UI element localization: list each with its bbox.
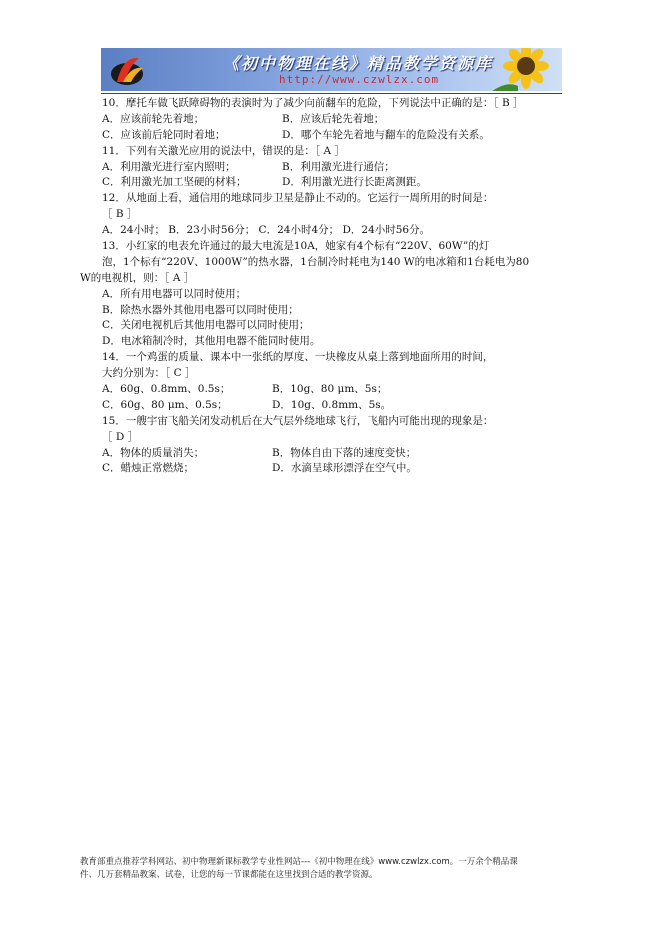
header-banner (101, 48, 562, 91)
q10-options-row1 (80, 112, 580, 128)
q14-options-row2 (80, 398, 580, 414)
q13-option-c: C．关闭电视机后其他用电器可以同时使用； (102, 319, 310, 332)
q10-option-c: C．应该前后轮同时着地； (102, 128, 226, 141)
q15-options-row1 (80, 446, 580, 462)
q11-option-a: A．利用激光进行室内照明； (102, 160, 236, 173)
q14-option-d: D．10g、0.8mm、5s。 (272, 398, 392, 411)
q11-options-row2 (80, 175, 580, 191)
q14-line2: 大约分别为：［ C ］ (102, 367, 196, 380)
q12-stem: 12．从地面上看，通信用的地球同步卫星是静止不动的。它运行一周所用的时间是： (102, 192, 494, 205)
q13-option-a: A．所有用电器可以同时使用； (102, 287, 247, 300)
q14-line1: 14．一个鸡蛋的质量、课本中一张纸的厚度、一块橡皮从桌上落到地面所用的时间， (102, 351, 494, 364)
q10-option-d: D．哪个车轮先着地与翻车的危险没有关系。 (282, 128, 490, 141)
footer-line2: 件、几万套精品教案、试卷，让您的每一节课都能在这里找到合适的教学资源。 (80, 870, 378, 880)
q10-option-b: B．应该后轮先着地； (282, 112, 385, 125)
q11-option-d: D．利用激光进行长距离测距。 (282, 176, 427, 189)
q11-option-c: C．利用激光加工坚硬的材料； (102, 176, 247, 189)
banner-title: 《初中物理在线》精品教学资源库 (223, 54, 494, 73)
q15-stem: 15．一艘宇宙飞船关闭发动机后在大气层外绕地球飞行，飞船内可能出现的现象是： (102, 414, 494, 427)
q14-option-b: B．10g、80 μm、5s； (272, 383, 388, 396)
q10-option-a: A．应该前轮先着地； (102, 112, 205, 125)
page-footer (80, 856, 590, 882)
logo-icon (109, 52, 149, 88)
q12-options: A．24小时； B．23小时56分； C．24小时4分； D．24小时56分。 (102, 224, 431, 237)
banner-url[interactable]: http://www.czwlzx.com (279, 73, 440, 86)
q11-stem: 11．下列有关激光应用的说法中，错误的是：［ A ］ (102, 144, 345, 157)
q15-options-row2 (80, 461, 580, 477)
q15-answer: ［ D ］ (102, 430, 139, 443)
q11-option-b: B．利用激光进行通信； (282, 160, 395, 173)
q13-option-d: D．电冰箱制冷时，其他用电器不能同时使用。 (102, 335, 321, 348)
q10-stem: 10．摩托车做飞跃障碍物的表演时为了减少向前翻车的危险，下列说法中正确的是：［ B ］ (102, 97, 524, 109)
footer-line1: 教育部重点推荐学科网站、初中物理新课标教学专业性网站---《初中物理在线》www.czwlzx.com。一万余个精品课 (80, 857, 518, 867)
q12-answer: ［ B ］ (102, 208, 138, 221)
q14-options-row1 (80, 382, 580, 398)
q13-line2: 泡，1个标有“220V、1000W”的热水器，1台制冷时耗电为140 W的电冰箱和1台耗电为80 (102, 255, 530, 268)
header-rule (101, 93, 562, 94)
q11-options-row1 (80, 160, 580, 176)
q15-option-d: D．水滴呈球形漂浮在空气中。 (272, 462, 417, 475)
q15-option-a: A．物体的质量消失； (102, 446, 205, 459)
sunflower-icon (488, 48, 558, 91)
q10-options-row2 (80, 128, 580, 144)
q13-line1: 13．小红家的电表允许通过的最大电流是10A，她家有4个标有“220V、60W”的灯 (102, 240, 490, 253)
q14-option-a: A．60g、0.8mm、0.5s； (102, 383, 231, 396)
q15-option-b: B．物体自由下落的速度变快； (272, 446, 417, 459)
q15-option-c: C．蜡烛正常燃烧； (102, 462, 195, 475)
q13-option-b: B．除热水器外其他用电器可以同时使用； (102, 303, 299, 316)
q13-line3: W的电视机，则：［ A ］ (80, 271, 195, 284)
question-list (80, 96, 580, 477)
q14-option-c: C．60g、80 μm、0.5s； (102, 398, 228, 411)
